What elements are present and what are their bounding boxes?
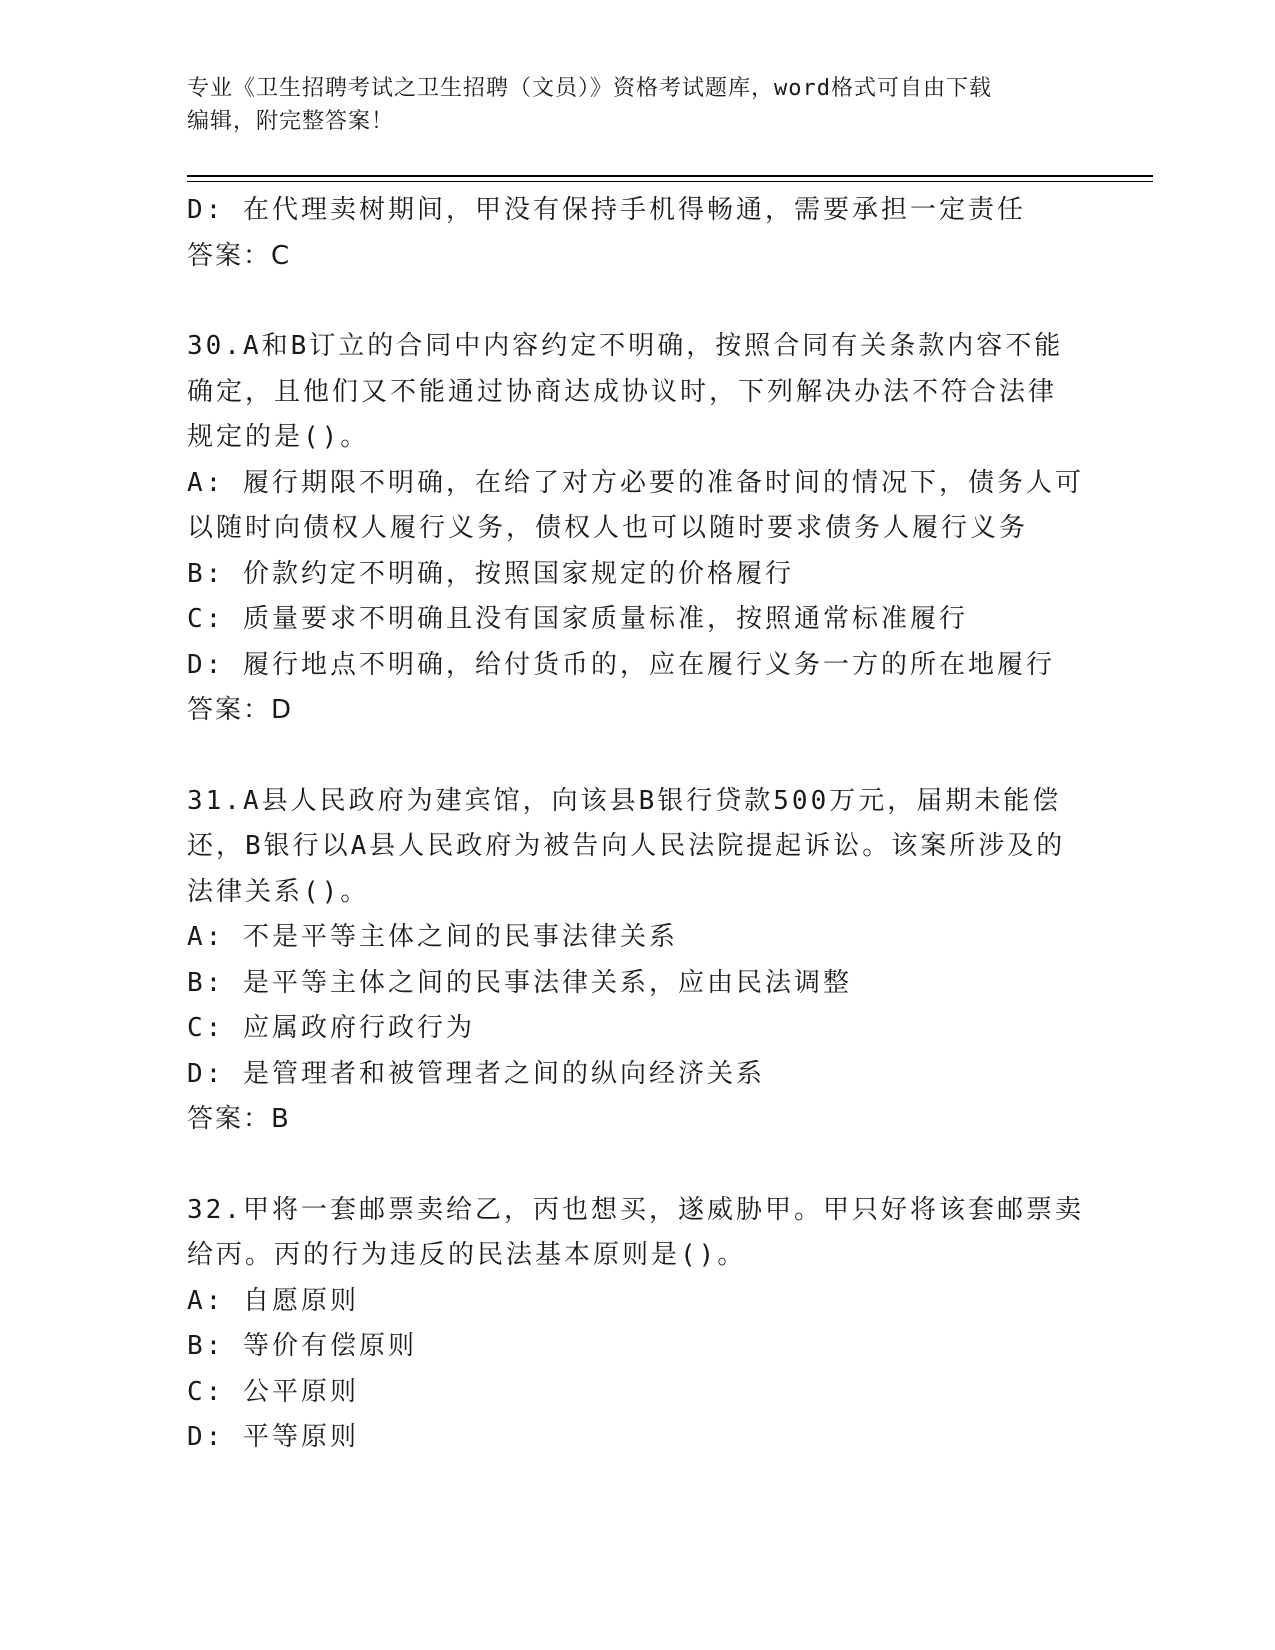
header-divider-thin [187,181,1153,182]
question-stem-line: 32.甲将一套邮票卖给乙，丙也想买，遂威胁甲。甲只好将该套邮票卖 [187,1194,1084,1225]
spacer [187,1143,1087,1188]
header-line-1: 专业《卫生招聘考试之卫生招聘（文员）》资格考试题库，word格式可自由下载 [187,76,992,101]
spacer [187,279,1087,324]
option-d: D: 平等原则 [187,1422,359,1452]
previous-question-tail [187,188,1087,279]
question-stem-line: 给丙。丙的行为违反的民法基本原则是()。 [187,1240,747,1270]
question-stem-line: 规定的是()。 [187,422,370,452]
option-b: B: 价款约定不明确，按照国家规定的价格履行 [187,558,794,589]
page-header [187,72,1087,138]
option-b: B: 是平等主体之间的民事法律关系，应由民法调整 [187,967,852,998]
question-stem-line: 31.A县人民政府为建宾馆，向该县B银行贷款500万元，届期未能偿 [187,785,1062,816]
answer-line: 答案：C [187,240,292,271]
answer-line: 答案：D [187,695,294,725]
header-line-2: 编辑，附完整答案！ [187,109,395,134]
question-30 [187,324,1087,734]
option-a: A: 不是平等主体之间的民事法律关系 [187,922,678,952]
question-stem-line: 还，B银行以A县人民政府为被告向人民法院提起诉讼。该案所涉及的 [187,831,1066,861]
question-stem-line: 确定，且他们又不能通过协商达成协议时，下列解决办法不符合法律 [187,376,1058,407]
question-31 [187,779,1087,1143]
option-b: B: 等价有偿原则 [187,1331,417,1361]
option-a: A: 自愿原则 [187,1285,359,1316]
option-a-continued: 以随时向债权人履行义务，债权人也可以随时要求债务人履行义务 [187,513,1029,543]
option-c: C: 质量要求不明确且没有国家质量标准，按照通常标准履行 [187,604,968,634]
question-stem-line: 法律关系()。 [187,876,370,907]
option-a: A: 履行期限不明确，在给了对方必要的准备时间的情况下，债务人可 [187,467,1084,498]
question-content [187,188,1087,1461]
header-divider-thick [187,175,1153,177]
question-stem-line: 30.A和B订立的合同中内容约定不明确，按照合同有关条款内容不能 [187,331,1064,361]
option-d: D: 履行地点不明确，给付货币的，应在履行义务一方的所在地履行 [187,649,1055,680]
spacer [187,734,1087,779]
question-32 [187,1188,1087,1461]
option-c: C: 公平原则 [187,1376,359,1407]
answer-line: 答案：B [187,1104,291,1134]
option-d: D: 在代理卖树期间，甲没有保持手机得畅通，需要承担一定责任 [187,195,1026,225]
option-c: C: 应属政府行政行为 [187,1013,475,1043]
option-d: D: 是管理者和被管理者之间的纵向经济关系 [187,1058,765,1089]
